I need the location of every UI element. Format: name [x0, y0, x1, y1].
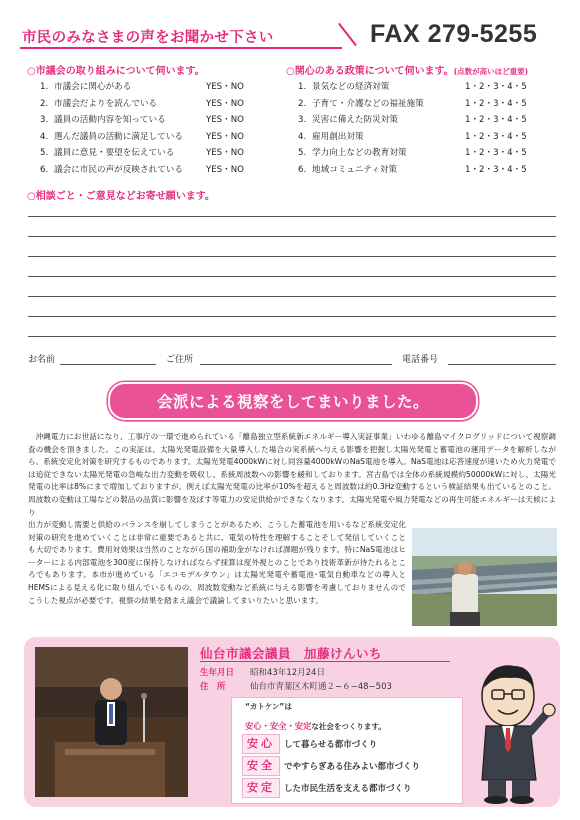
write-line[interactable] — [28, 336, 556, 337]
rating-scale[interactable]: 1・2・3・4・5 — [465, 131, 527, 142]
birth-value: 昭和43年12月24日 — [250, 668, 325, 678]
item-number: 4. — [40, 131, 49, 142]
nickname-text: “カトケン”は — [245, 702, 292, 711]
rating-scale[interactable]: 1・2・3・4・5 — [465, 82, 527, 92]
header-title: 市民のみなさまの声をお聞かせ下さい — [22, 30, 274, 46]
article-paragraph-wrap-text: 出力が変動し需要と供給のバランスを崩してしまうことがあるため、こうした蓄電池を用いるなど系統安定化対策の研究を進めていくことは非常に重要であると共に、電気の特性を理解することそして発信していくことも大切であります。費用対効果は当然のことながら国の補助金がなければ課題が残ります。特にNaS電池はヒーターによる内部電池を300度に保持しなければならず採算は度外視とのことであり技術革新が待たれるところでもあります。本市が進めている「エコモデルタウン」は太陽光発電や蓄電池･電気自動車などの導入とHEMSによる見える化に取り組んでいるものの、周波数変動など系統に与える影響を考慮しておりませんのでこうした視点が必要です。視察の結果を踏まえ議会で議論してまいりたいと思います。 — [28, 520, 406, 605]
survey-right-item — [298, 97, 527, 112]
pledge-item — [242, 755, 420, 773]
yes-no-choice[interactable]: YES・NO — [206, 115, 244, 125]
yes-no-choice[interactable]: YES・NO — [206, 82, 244, 92]
survey-left-item — [40, 80, 244, 95]
profile-name: 仙台市議会議員 加藤けんいち — [200, 646, 383, 661]
item-text: 選んだ議員の活動に満足している — [54, 131, 183, 142]
rating-scale[interactable]: 1・2・3・4・5 — [465, 164, 527, 175]
pledge-tag: 安定 — [242, 778, 280, 798]
survey-right-item — [298, 113, 527, 128]
survey-right-item — [298, 146, 527, 161]
banner-text: 会派による視察をしてまいりました。 — [156, 393, 429, 411]
pledge-tag: 安心 — [242, 734, 280, 754]
phone-field[interactable] — [448, 364, 556, 365]
item-text: 議会に市民の声が反映されている — [54, 164, 183, 175]
item-number: 2. — [40, 98, 49, 109]
name-field[interactable] — [60, 364, 156, 365]
mascot-illustration — [466, 660, 556, 805]
rating-scale[interactable]: 1・2・3・4・5 — [465, 98, 527, 109]
item-number: 4. — [298, 131, 307, 142]
address-profile-value: 仙台市青葉区木町通２−６−48−503 — [250, 682, 392, 692]
yes-no-choice[interactable]: YES・NO — [206, 98, 244, 109]
survey-left-item — [40, 146, 244, 161]
article-paragraph-wrap — [28, 519, 406, 607]
header-underline — [20, 47, 342, 49]
write-line[interactable] — [28, 236, 556, 237]
item-number: 6. — [298, 164, 307, 175]
yes-no-choice[interactable]: YES・NO — [206, 148, 244, 158]
write-line[interactable] — [28, 256, 556, 257]
survey-right-item — [298, 163, 527, 178]
article-paragraph — [28, 431, 556, 519]
yes-no-choice[interactable]: YES・NO — [206, 164, 244, 175]
item-text: 子育て・介護などの福祉施策 — [312, 98, 424, 109]
item-text: 雇用創出対策 — [312, 131, 364, 142]
item-text: 議員の活動内容を知っている — [54, 115, 166, 125]
write-line[interactable] — [28, 216, 556, 217]
council-speech-photo — [35, 647, 188, 797]
item-number: 6. — [40, 164, 49, 175]
consult-heading: ○相談ごと・ご意見などお寄せ願います。 — [27, 191, 215, 202]
header-slash — [338, 23, 357, 46]
phone-label: 電話番号 — [402, 355, 439, 365]
survey-right-item — [298, 80, 527, 95]
item-number: 5. — [40, 148, 49, 158]
slogan-line — [245, 714, 386, 733]
pledge-item — [242, 733, 377, 751]
survey-left-item — [40, 97, 244, 112]
item-text: 景気などの経済対策 — [312, 82, 390, 92]
item-number: 1. — [298, 82, 307, 92]
slogan-main: 安心・安全・安定 — [245, 721, 312, 731]
address-label: ご住所 — [166, 355, 194, 365]
item-number: 3. — [40, 115, 49, 125]
write-line[interactable] — [28, 296, 556, 297]
item-text: 地域コミュニティ対策 — [312, 164, 398, 175]
write-line[interactable] — [28, 316, 556, 317]
item-number: 3. — [298, 115, 307, 125]
survey-right-heading-note: (点数が高いほど重要) — [453, 67, 529, 76]
pledge-item — [242, 777, 412, 795]
address-field[interactable] — [200, 364, 392, 365]
survey-left-heading: ○市議会の取り組みについて伺います。 — [27, 66, 205, 77]
address-profile-label: 住 所 — [200, 682, 226, 692]
article-paragraph-text: 沖縄電力にお世話になり、工事庁の一環で進められている「離島独立型系統新エネルギー導入実証事業」いわゆる離島マイクログリッドについて視察調査の機会を頂きました。この実証は、太陽光発電設備を大量導入した場合の実系統へ与える影響を把握し太陽光発電と蓄電池の運用データを解析しながら、系統安定化対策を研究するものであります。太陽光発電4000kWに対し同容量4000kWのNaS電池を導入。NaS電池は応答速度が速いため火力発電では追従できない太陽光発電の急峻な出力変動を吸収し、系統周波数への影響を緩和しております。宮古島では全体の系統規模約50000kWに対し、太陽光発電の比率は8%にまで増加しておりますが、例えば太陽光発電の比率が10%を超えると周波数は約0.3Hz変動するという検証結果も出ているとのこと。周波数の変動は工場などの製品の品質に影響を及ぼす等電力の安定供給ができなくなります。太陽光発電や風力発電などの再生可能エネルギーは天候により — [28, 432, 556, 517]
pledge-desc: して暮らせる都市づくり — [284, 740, 378, 750]
birth-label: 生年月日 — [200, 668, 235, 678]
item-number: 5. — [298, 148, 307, 158]
name-label: お名前 — [28, 355, 56, 365]
survey-left-item — [40, 113, 244, 128]
article-banner — [108, 382, 478, 420]
item-number: 1. — [40, 82, 49, 92]
survey-right-heading-text: ○関心のある政策について伺います。 — [286, 66, 454, 77]
item-number: 2. — [298, 98, 307, 109]
fax-number: FAX 279-5255 — [370, 20, 538, 48]
rating-scale[interactable]: 1・2・3・4・5 — [465, 115, 527, 125]
solar-site-photo — [412, 528, 557, 626]
item-text: 市議会に関心がある — [54, 82, 132, 92]
item-text: 学力向上などの教育対策 — [312, 148, 407, 158]
pledge-tag: 安全 — [242, 756, 280, 776]
survey-left-item — [40, 130, 244, 145]
item-text: 災害に備えた防災対策 — [312, 115, 398, 125]
pledge-desc: でやすらぎある住みよい都市づくり — [284, 762, 421, 772]
profile-name-underline — [200, 661, 450, 662]
write-line[interactable] — [28, 276, 556, 277]
item-text: 市議会だよりを読んでいる — [54, 98, 158, 109]
rating-scale[interactable]: 1・2・3・4・5 — [465, 148, 527, 158]
survey-right-heading — [286, 62, 528, 77]
pledge-desc: した市民生活を支える都市づくり — [284, 784, 412, 794]
slogan-tail: な社会をつくります。 — [311, 722, 386, 731]
survey-right-item — [298, 130, 527, 145]
survey-left-item — [40, 163, 244, 178]
item-text: 議員に意見・要望を伝えている — [54, 148, 175, 158]
yes-no-choice[interactable]: YES・NO — [206, 131, 244, 142]
